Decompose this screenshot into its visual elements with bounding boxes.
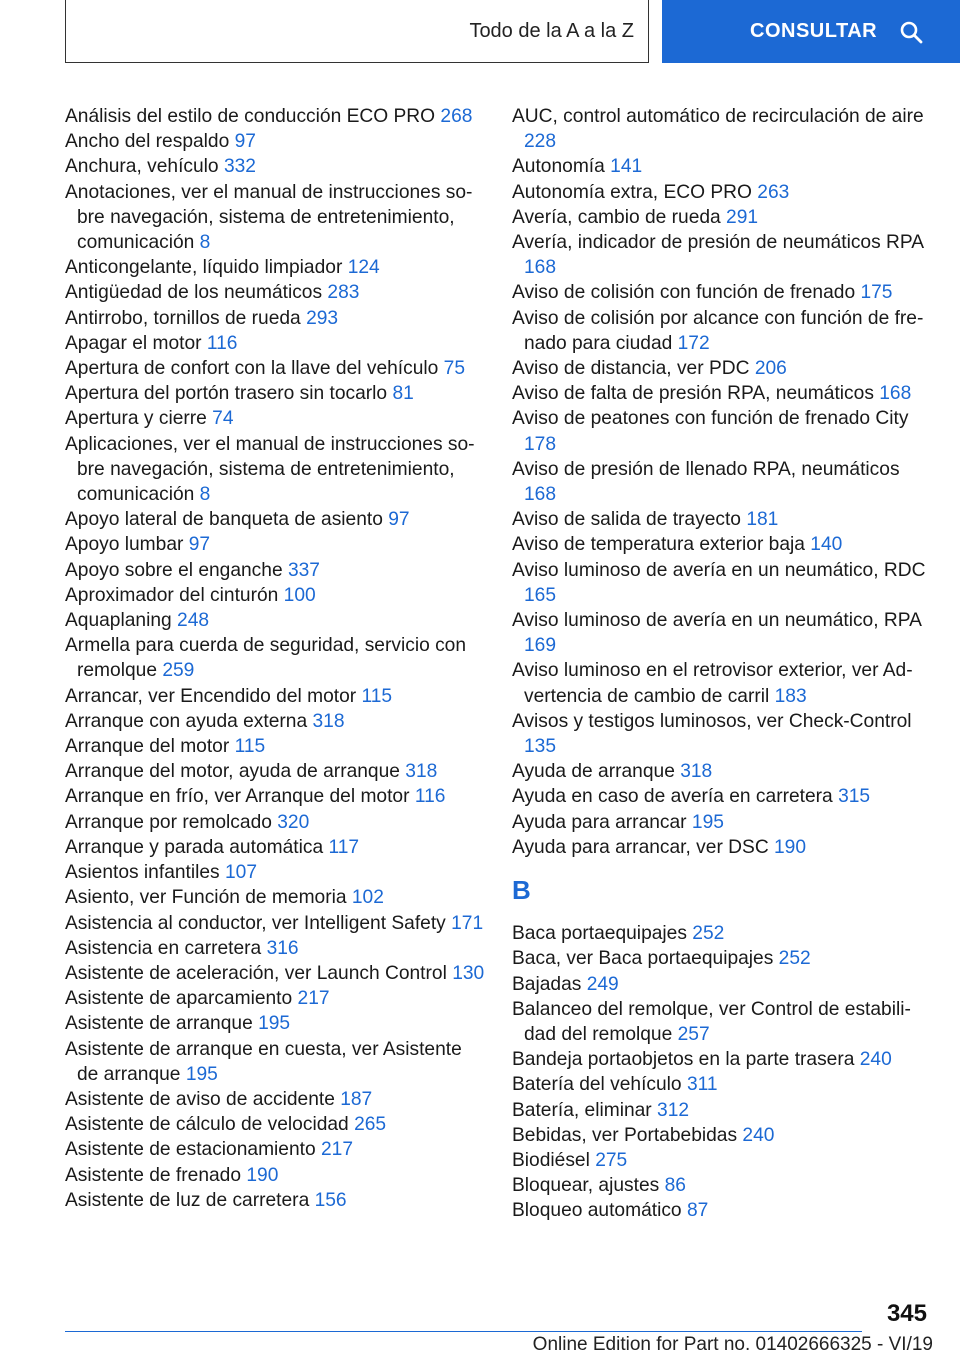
index-entry — [512, 658, 932, 708]
index-entry — [65, 961, 485, 986]
index-entry — [512, 507, 932, 532]
entry-page-link[interactable]: 97 — [388, 509, 410, 531]
entry-text: Arrancar, ver Encendido del motor — [65, 685, 357, 707]
entry-text: Aviso de colisión con función de frenado — [512, 282, 856, 304]
entry-page-link[interactable]: 183 — [774, 685, 807, 707]
index-entry — [65, 759, 485, 784]
entry-page-link[interactable]: 240 — [742, 1124, 775, 1146]
index-entry — [65, 507, 485, 532]
index-entry — [512, 784, 932, 809]
index-entry — [65, 583, 485, 608]
entry-page-link[interactable]: 74 — [212, 408, 234, 430]
entry-page-link[interactable]: 178 — [524, 433, 557, 455]
entry-text: Anotaciones, ver el manual de instrucciones sobre navegación, sistema de entretenimiento, comunicación — [65, 181, 473, 254]
entry-page-link[interactable]: 320 — [277, 811, 310, 833]
entry-text: Balanceo del remolque, ver Control de estabilidad del remolque — [512, 998, 911, 1045]
index-entry — [65, 885, 485, 910]
index-entry — [65, 406, 485, 431]
index-entry — [65, 104, 485, 129]
index-entry — [512, 1072, 932, 1097]
entry-text: Anchura, vehículo — [65, 156, 219, 178]
entry-page-link[interactable]: 315 — [838, 786, 871, 808]
entry-page-link[interactable]: 8 — [199, 484, 211, 506]
entry-page-link[interactable]: 140 — [810, 534, 843, 556]
index-entry — [65, 936, 485, 961]
entry-text: Avisos y testigos luminosos, ver Check-Control — [512, 710, 912, 732]
entry-page-link[interactable]: 135 — [524, 736, 557, 758]
entry-text: Arranque del motor — [65, 736, 230, 758]
index-entry — [65, 432, 485, 508]
entry-page-link[interactable]: 100 — [283, 584, 316, 606]
entry-text: Ayuda de arranque — [512, 761, 675, 783]
entry-text: Arranque y parada automática — [65, 836, 324, 858]
index-entry — [512, 381, 932, 406]
index-column-left — [65, 104, 485, 1213]
index-entry — [65, 1112, 485, 1137]
entry-page-link[interactable]: 181 — [746, 509, 779, 531]
index-entry — [512, 608, 932, 658]
entry-text: Apoyo lumbar — [65, 534, 184, 556]
entry-text: Avería, indicador de presión de neumáticos RPA — [512, 232, 923, 254]
entry-text: Aproximador del cinturón — [65, 584, 279, 606]
entry-text: Aplicaciones, ver el manual de instrucciones sobre navegación, sistema de entretenimiento, comunicación — [65, 433, 475, 506]
entry-text: Baca, ver Baca portaequipajes — [512, 948, 774, 970]
entry-text: Apoyo sobre el enganche — [65, 559, 283, 581]
entry-text: Arranque en frío, ver Arranque del motor — [65, 786, 410, 808]
entry-page-link[interactable]: 268 — [440, 106, 473, 127]
index-entry — [65, 860, 485, 885]
entry-text: Batería del vehículo — [512, 1074, 682, 1096]
index-entry — [512, 1198, 932, 1223]
index-entry — [512, 921, 932, 946]
entry-page-link[interactable]: 168 — [524, 257, 557, 279]
entry-text: Bloqueo automático — [512, 1200, 682, 1222]
entry-text: Aviso de presión de llenado RPA, neumáticos — [512, 458, 900, 480]
entry-text: Arranque del motor, ayuda de arranque — [65, 761, 400, 783]
entry-text: Aquaplaning — [65, 610, 172, 632]
entry-page-link[interactable]: 318 — [405, 761, 438, 783]
index-entry — [512, 205, 932, 230]
index-entry — [512, 1173, 932, 1198]
consult-button[interactable] — [662, 0, 960, 63]
page-number: 345 — [886, 1300, 927, 1327]
entry-text: Asistente de arranque en cuesta, ver Asistente de arranque — [65, 1038, 462, 1085]
entry-page-link[interactable]: 312 — [657, 1099, 690, 1121]
index-entry — [512, 835, 932, 860]
entry-text: Asistente de aparcamiento — [65, 988, 293, 1010]
index-entry — [65, 810, 485, 835]
entry-page-link[interactable]: 156 — [314, 1189, 347, 1211]
entry-page-link[interactable]: 97 — [188, 534, 211, 556]
entry-page-link[interactable]: 190 — [774, 836, 807, 858]
entry-page-link[interactable]: 249 — [586, 973, 619, 995]
entry-page-link[interactable]: 81 — [392, 383, 414, 405]
entry-page-link[interactable]: 337 — [287, 559, 320, 581]
entry-text: Ayuda para arrancar — [512, 811, 687, 833]
index-entry — [512, 306, 932, 356]
index-entry — [512, 558, 932, 608]
entry-text: Biodiésel — [512, 1149, 590, 1171]
entry-text: Ancho del respaldo — [65, 131, 230, 153]
consult-button-label: CONSULTAR — [750, 20, 878, 42]
footer-divider — [65, 1331, 862, 1332]
index-entry — [512, 230, 932, 280]
entry-page-link[interactable]: 102 — [351, 887, 384, 909]
index-entry — [65, 331, 485, 356]
entry-page-link[interactable]: 195 — [185, 1063, 218, 1085]
index-entry — [65, 532, 485, 557]
entry-text: Aviso de salida de trayecto — [512, 509, 741, 531]
index-entry — [65, 684, 485, 709]
index-entry — [65, 255, 485, 280]
entry-text: Aviso de falta de presión RPA, neumáticos — [512, 383, 874, 405]
entry-page-link[interactable]: 187 — [340, 1088, 373, 1110]
entry-text: Asientos infantiles — [65, 862, 220, 884]
entry-page-link[interactable]: 283 — [327, 282, 360, 304]
entry-text: Aviso de temperatura exterior baja — [512, 534, 805, 556]
entry-text: Asistente de aviso de accidente — [65, 1088, 335, 1110]
index-entry — [512, 180, 932, 205]
entry-text: AUC, control automático de recirculación de aire — [512, 106, 924, 127]
index-entry — [65, 1188, 485, 1213]
entry-text: Arranque con ayuda externa — [65, 710, 308, 732]
entry-text: Asistencia al conductor, ver Intelligent Safety — [65, 912, 446, 934]
entry-text: Aviso luminoso en el retrovisor exterior, ver Advertencia de cambio de carril — [512, 660, 913, 707]
index-entry — [512, 457, 932, 507]
entry-page-link[interactable]: 291 — [726, 206, 759, 228]
index-entry — [65, 1137, 485, 1162]
entry-page-link[interactable]: 263 — [757, 181, 790, 203]
index-entry — [512, 532, 932, 557]
entry-page-link[interactable]: 87 — [686, 1200, 709, 1222]
entry-text: Autonomía extra, ECO PRO — [512, 181, 752, 203]
entry-text: Batería, eliminar — [512, 1099, 652, 1121]
entry-page-link[interactable]: 115 — [361, 685, 393, 707]
index-entry — [512, 810, 932, 835]
index-entry — [512, 972, 932, 997]
entry-text: Bebidas, ver Portabebidas — [512, 1124, 738, 1146]
entry-page-link[interactable]: 195 — [691, 811, 724, 833]
entry-text: Asistente de arranque — [65, 1013, 253, 1035]
index-entry — [65, 1037, 485, 1087]
entry-text: Aviso de distancia, ver PDC — [512, 358, 750, 380]
entry-text: Ayuda para arrancar, ver DSC — [512, 836, 769, 858]
index-entry — [65, 306, 485, 331]
entry-text: Asistente de luz de carretera — [65, 1189, 310, 1211]
entry-page-link[interactable]: 195 — [258, 1013, 291, 1035]
entry-page-link[interactable]: 318 — [312, 710, 345, 732]
index-entry — [512, 1148, 932, 1173]
entry-page-link[interactable]: 116 — [206, 332, 238, 354]
entry-page-link[interactable]: 165 — [524, 584, 557, 606]
index-entry — [65, 129, 485, 154]
entry-page-link[interactable]: 124 — [347, 257, 380, 279]
entry-page-link[interactable]: 293 — [306, 307, 339, 329]
entry-page-link[interactable]: 316 — [266, 937, 299, 959]
entry-text: Asistente de frenado — [65, 1164, 242, 1186]
entry-page-link[interactable]: 318 — [680, 761, 713, 783]
index-entry — [65, 835, 485, 860]
index-entry — [512, 1047, 932, 1072]
entry-page-link[interactable]: 107 — [225, 862, 258, 884]
index-entry — [65, 608, 485, 633]
index-entry — [512, 997, 932, 1047]
entry-page-link[interactable]: 141 — [610, 156, 643, 178]
entry-text: Bloquear, ajustes — [512, 1175, 660, 1197]
entry-page-link[interactable]: 248 — [177, 610, 210, 632]
entry-text: Antirrobo, tornillos de rueda — [65, 307, 301, 329]
entry-page-link[interactable]: 332 — [223, 156, 256, 178]
entry-text: Antigüedad de los neumáticos — [65, 282, 323, 304]
entry-text: Asiento, ver Función de memoria — [65, 887, 347, 909]
entry-text: Bandeja portaobjetos en la parte trasera — [512, 1049, 855, 1071]
entry-page-link[interactable]: 217 — [297, 988, 330, 1010]
entry-text: Baca portaequipajes — [512, 923, 687, 945]
index-entry — [65, 633, 485, 683]
entry-page-link[interactable]: 117 — [328, 836, 360, 858]
entry-page-link[interactable]: 240 — [859, 1049, 892, 1071]
entry-page-link[interactable]: 252 — [778, 948, 811, 970]
index-entry — [65, 911, 485, 936]
entry-page-link[interactable]: 252 — [692, 923, 725, 945]
entry-text: Asistente de estacionamiento — [65, 1139, 316, 1161]
index-entry — [65, 784, 485, 809]
entry-text: Aviso de peatones con función de frenado City — [512, 408, 909, 430]
index-entry — [512, 104, 932, 154]
entry-text: Apertura de confort con la llave del vehículo — [65, 358, 439, 380]
entry-page-link[interactable]: 169 — [524, 635, 557, 657]
index-tab[interactable] — [65, 0, 649, 63]
index-entry — [65, 356, 485, 381]
index-entry — [512, 356, 932, 381]
index-entry — [65, 381, 485, 406]
index-entry — [65, 1163, 485, 1188]
entry-text: Aviso luminoso de avería en un neumático, RPA — [512, 610, 921, 632]
entry-page-link[interactable]: 86 — [664, 1175, 686, 1197]
footer-edition: Online Edition for Part no. 01402666325 - VI/19 — [532, 1334, 933, 1355]
index-entry — [512, 709, 932, 759]
entry-text: Bajadas — [512, 973, 582, 995]
entry-page-link[interactable]: 228 — [524, 131, 557, 153]
entry-text: Ayuda en caso de avería en carretera — [512, 786, 833, 808]
index-entry — [512, 1098, 932, 1123]
entry-page-link[interactable]: 175 — [860, 282, 893, 304]
entry-text: Anticongelante, líquido limpiador — [65, 257, 343, 279]
entry-page-link[interactable]: 257 — [677, 1023, 710, 1045]
index-entry — [512, 946, 932, 971]
search-icon — [899, 20, 923, 44]
entry-page-link[interactable]: 168 — [879, 383, 912, 405]
entry-text: Aviso luminoso de avería en un neumático, RDC — [512, 559, 926, 581]
index-entry — [65, 558, 485, 583]
index-entry — [65, 709, 485, 734]
index-entry — [512, 406, 932, 456]
index-column-right — [512, 104, 932, 1224]
entry-text: Apertura y cierre — [65, 408, 207, 430]
entry-page-link[interactable]: 171 — [451, 912, 484, 934]
entry-page-link[interactable]: 172 — [677, 332, 710, 354]
index-entry — [65, 1011, 485, 1036]
index-tab-label: Todo de la A a la Z — [469, 19, 634, 42]
entry-page-link[interactable]: 265 — [354, 1114, 387, 1136]
entry-text: Avería, cambio de rueda — [512, 206, 721, 228]
entry-text: Asistente de aceleración, ver Launch Control — [65, 962, 447, 984]
entry-page-link[interactable]: 206 — [754, 358, 787, 380]
entry-text: Autonomía — [512, 156, 605, 178]
index-entry — [65, 280, 485, 305]
index-entry — [65, 154, 485, 179]
entry-page-link[interactable]: 116 — [414, 786, 446, 808]
entry-text: Asistencia en carretera — [65, 937, 262, 959]
entry-page-link[interactable]: 97 — [234, 131, 256, 153]
index-entry — [65, 734, 485, 759]
entry-text: Arranque por remolcado — [65, 811, 272, 833]
entry-text: Apagar el motor — [65, 332, 202, 354]
entry-page-link[interactable]: 259 — [162, 660, 195, 682]
section-letter-b: B — [512, 875, 531, 906]
index-entry — [512, 759, 932, 784]
entry-text: Armella para cuerda de seguridad, servicio con remolque — [65, 635, 467, 682]
index-entry — [512, 280, 932, 305]
entry-page-link[interactable]: 217 — [321, 1139, 354, 1161]
entry-text: Apertura del portón trasero sin tocarlo — [65, 383, 388, 405]
entry-page-link[interactable]: 168 — [524, 484, 557, 506]
index-entry — [512, 1123, 932, 1148]
entry-page-link[interactable]: 275 — [595, 1149, 628, 1171]
entry-page-link[interactable]: 75 — [443, 358, 466, 380]
index-entry — [65, 1087, 485, 1112]
entry-text: Apoyo lateral de banqueta de asiento — [65, 509, 383, 531]
entry-page-link[interactable]: 311 — [686, 1074, 718, 1096]
entry-text: Aviso de colisión por alcance con función de frenado para ciudad — [512, 307, 924, 354]
entry-page-link[interactable]: 130 — [452, 962, 485, 984]
index-entry — [65, 180, 485, 256]
entry-text: Asistente de cálculo de velocidad — [65, 1114, 349, 1136]
entry-text: Análisis del estilo de conducción ECO PRO — [65, 106, 436, 127]
entry-page-link[interactable]: 8 — [199, 232, 211, 254]
entry-page-link[interactable]: 190 — [246, 1164, 279, 1186]
index-entry — [65, 986, 485, 1011]
index-entry — [512, 154, 932, 179]
entry-page-link[interactable]: 115 — [234, 736, 266, 758]
